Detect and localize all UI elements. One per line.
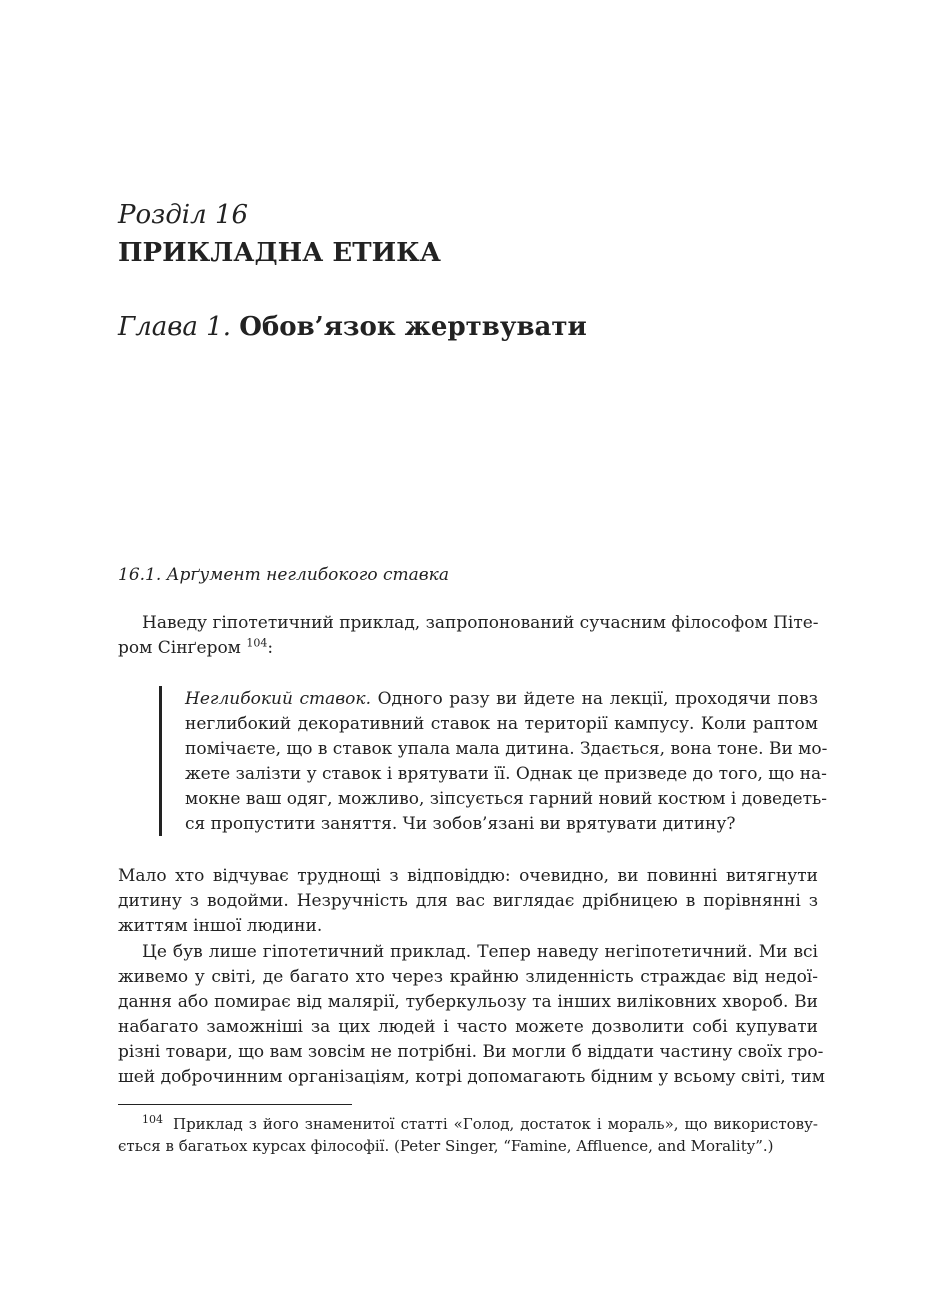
footnote-line: ється в багатьох курсах філософії. (Peter Singer, “Famine, Affluence, and Morality”.) [118,1137,774,1155]
paragraph-line: життям іншої людини. [118,916,323,936]
quote-line: помічаєте, що в ставок упала мала дитина. Здається, вона тоне. Ви мо- [185,739,828,759]
intro-text: ром Сінґером [118,638,241,658]
blockquote-bar [159,686,162,836]
quote-line: жете залізти у ставок і врятувати її. Однак це призведе до того, що на- [185,764,827,784]
intro-line [118,635,273,661]
quote-line: ся пропустити заняття. Чи зобов’язані ви врятувати дитину? [185,814,736,834]
footnote-divider [118,1104,352,1105]
footnote-number: 104 [142,1113,163,1126]
chapter-label: Глава 1. [118,312,231,342]
quote-line: мокне ваш одяг, можливо, зіпсується гарний новий костюм і доведеть- [185,789,828,809]
quote-line: неглибокий декоративний ставок на території кампусу. Коли раптом [185,714,818,734]
footnote-line [142,1113,818,1135]
intro-punct: : [267,638,274,658]
chapter-title: Обов’язок жертвувати [239,312,587,342]
paragraph-line: набагато заможніші за цих людей і часто можете дозволити собі купувати [118,1017,818,1037]
paragraph-line: живемо у світі, де багато хто через крайню злиденність страждає від недої- [118,967,818,987]
section-title: ПРИКЛАДНА ЕТИКА [118,238,441,268]
intro-line: Наведу гіпотетичний приклад, запропонований сучасним філософом Піте- [142,613,819,633]
quote-text: Одного разу ви йдете на лекції, проходячи повз [370,689,818,709]
footnote-text: Приклад з його знаменитої статті «Голод, достаток і мораль», що використову- [173,1115,818,1133]
quote-term: Неглибокий ставок. [185,689,371,709]
paragraph-line: різні товари, що вам зовсім не потрібні. Ви могли б віддати частину своїх гро- [118,1042,824,1062]
paragraph-line: шей доброчинним організаціям, котрі допомагають бідним у всьому світі, тим [118,1067,826,1087]
paragraph-line: дання або помирає від малярії, туберкульозу та інших виліковних хвороб. Ви [118,992,818,1012]
footnote-reference[interactable]: 104 [246,636,268,650]
subsection-title: 16.1. Арґумент неглибокого ставка [118,565,449,585]
paragraph-line: дитину з водойми. Незручність для вас виглядає дрібницею в порівнянні з [118,891,818,911]
paragraph-line: Це був лише гіпотетичний приклад. Тепер наведу негіпотетичний. Ми всі [142,942,818,962]
quote-line [185,686,818,712]
chapter-heading [118,309,587,345]
section-label: Розділ 16 [118,200,249,230]
paragraph-line: Мало хто відчуває труднощі з відповіддю: очевидно, ви повинні витягнути [118,866,818,886]
